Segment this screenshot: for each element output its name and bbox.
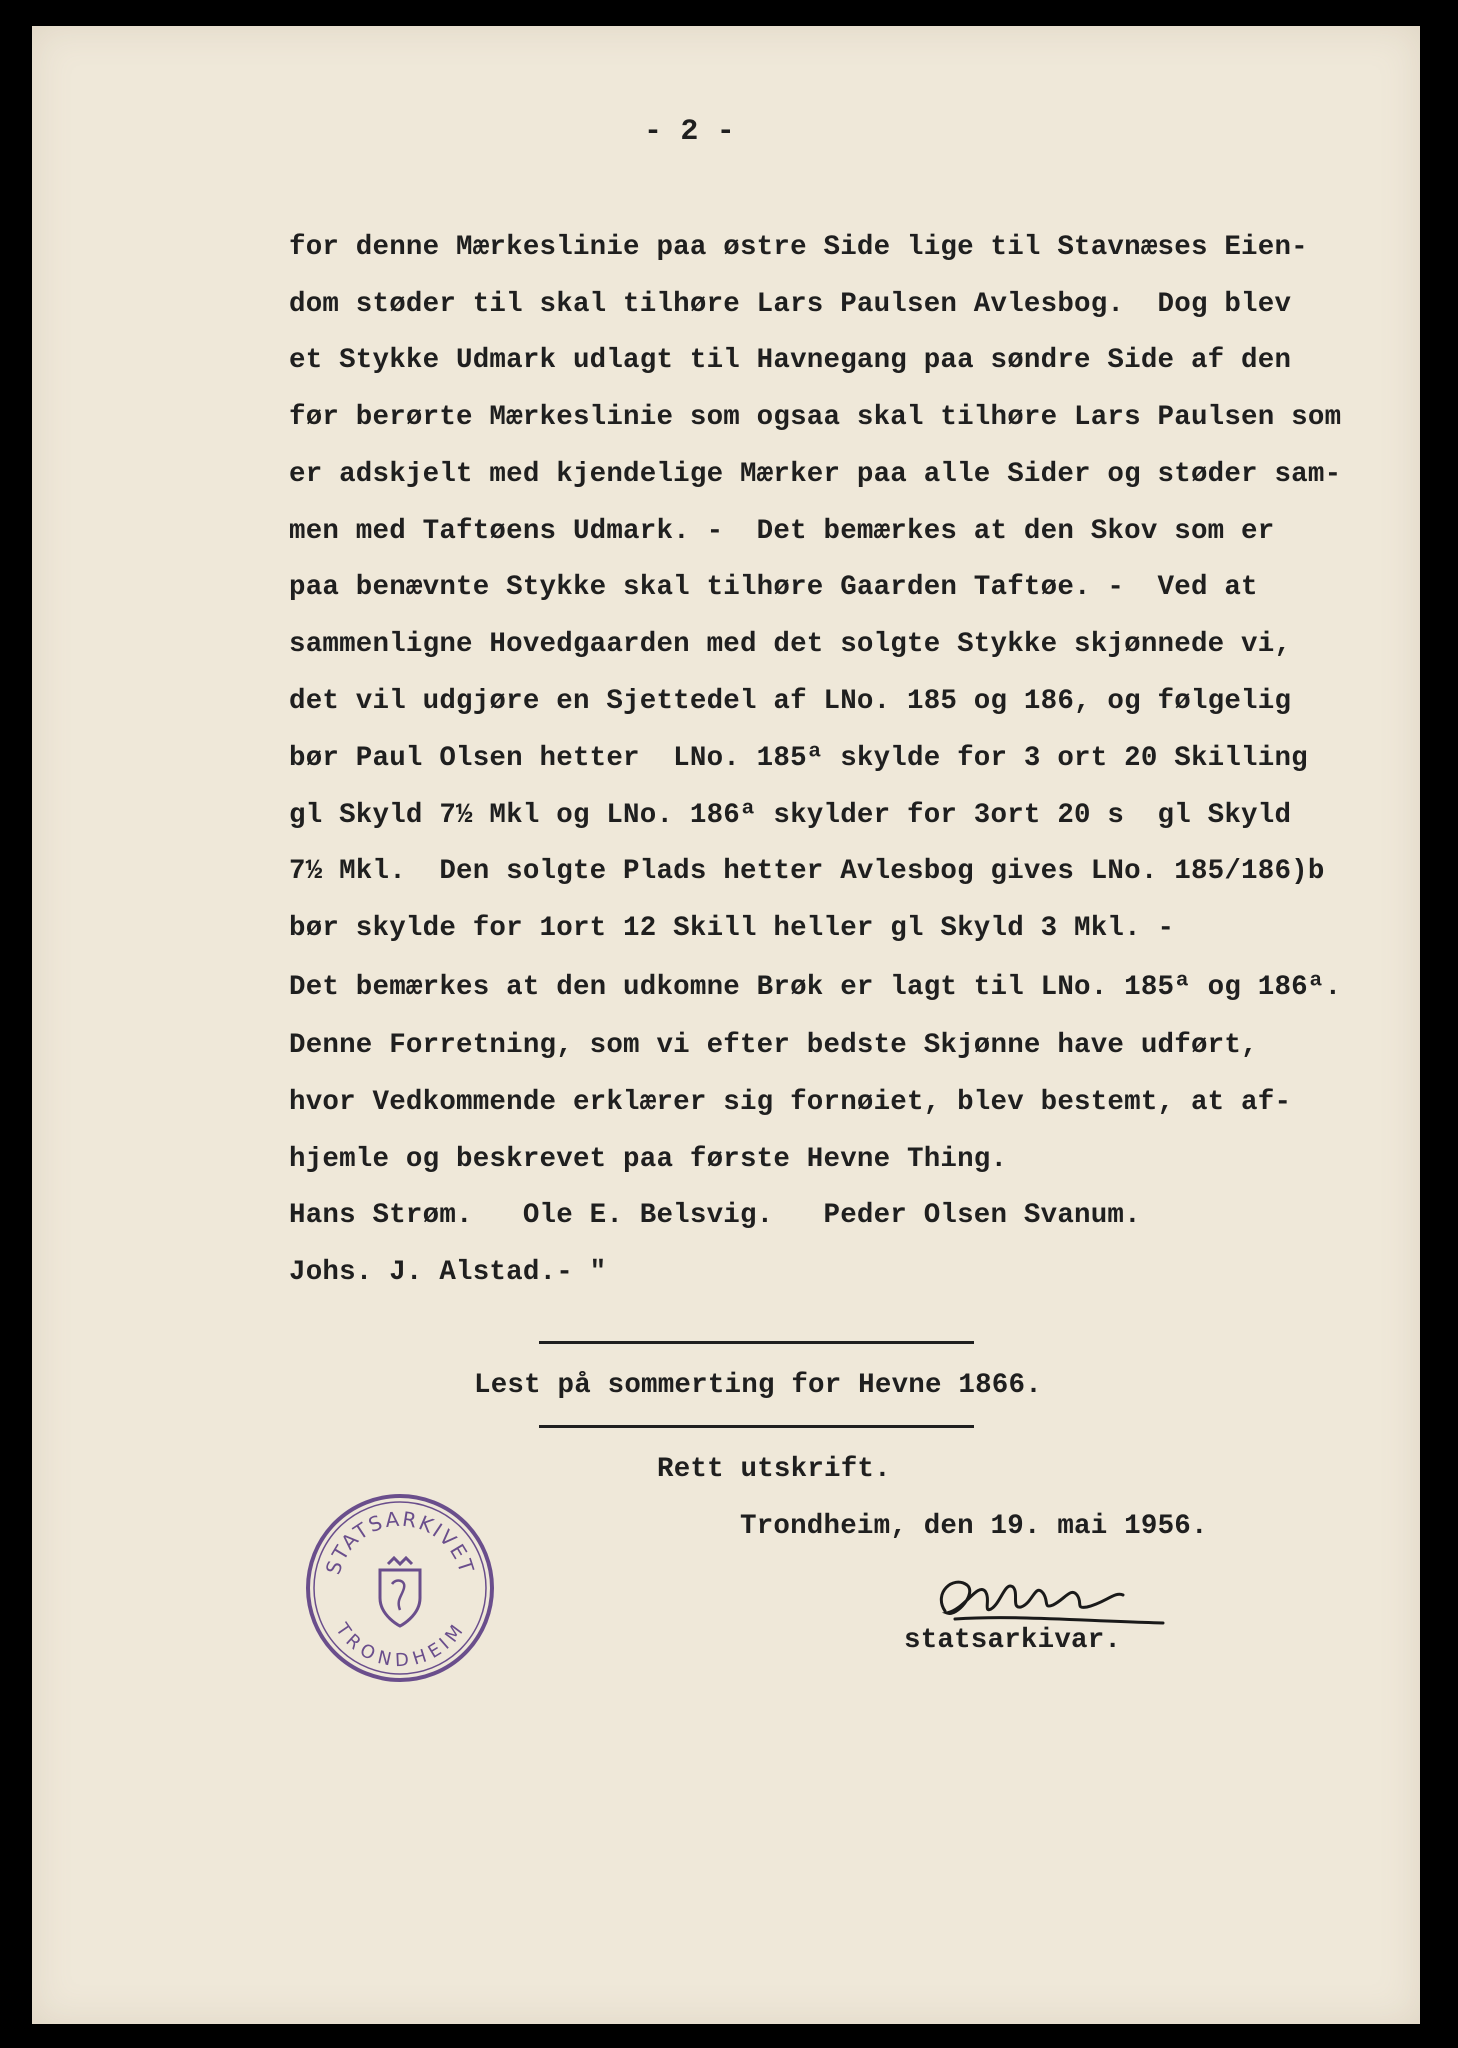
body-line-17: hjemle og beskrevet paa første Hevne Thing. [289, 1144, 1008, 1175]
body-line-10: bør Paul Olsen hetter LNo. 185ª skylde for 3 ort 20 Skilling [289, 743, 1308, 774]
signatory-title: statsarkivar. [904, 1625, 1122, 1656]
body-line-14: Det bemærkes at den udkomne Brøk er lagt til LNo. 185ª og 186ª. [289, 972, 1342, 1003]
read-note: Lest på sommerting for Hevne 1866. [474, 1370, 1042, 1401]
body-line-7: paa benævnte Stykke skal tilhøre Gaarden Taftøe. - Ved at [289, 572, 1258, 603]
signatory-line-2: Johs. J. Alstad.- " [289, 1257, 607, 1288]
place-date: Trondheim, den 19. mai 1956. [740, 1511, 1208, 1542]
body-line-11: gl Skyld 7½ Mkl og LNo. 186ª skylder for 3ort 20 s gl Skyld [289, 800, 1292, 831]
document-page [32, 26, 1420, 2024]
body-line-1: for denne Mærkeslinie paa østre Side lige til Stavnæses Eien- [289, 232, 1308, 263]
body-line-16: hvor Vedkommende erklærer sig fornøiet, blev bestemt, at af- [289, 1087, 1292, 1118]
body-line-15: Denne Forretning, som vi efter bedste Skjønne have udført, [289, 1030, 1258, 1061]
page-number: - 2 - [644, 115, 736, 149]
body-line-3: et Stykke Udmark udlagt til Havnegang paa søndre Side af den [289, 345, 1292, 376]
body-line-9: det vil udgjøre en Sjettedel af LNo. 185 og 186, og følgelig [289, 686, 1292, 717]
body-line-2: dom støder til skal tilhøre Lars Paulsen Avlesbog. Dog blev [289, 289, 1292, 320]
body-line-4: før berørte Mærkeslinie som ogsaa skal tilhøre Lars Paulsen som [289, 402, 1342, 433]
stamp-top-text: STATSARKIVET [320, 1506, 480, 1578]
archive-stamp [300, 1488, 500, 1688]
lower-rule [539, 1425, 974, 1428]
body-line-6: men med Taftøens Udmark. - Det bemærkes at den Skov som er [289, 516, 1275, 547]
stamp-bottom-text: TRONDHEIM [331, 1619, 469, 1672]
body-line-5: er adskjelt med kjendelige Mærker paa alle Sider og støder sam- [289, 459, 1342, 490]
svg-text:STATSARKIVET [321, 1507, 480, 1578]
body-line-12: 7½ Mkl. Den solgte Plads hetter Avlesbog gives LNo. 185/186)b [289, 856, 1325, 887]
signatories-line: Hans Strøm. Ole E. Belsvig. Peder Olsen Svanum. [289, 1200, 1141, 1231]
body-line-8: sammenligne Hovedgaarden med det solgte Stykke skjønnede vi, [289, 629, 1292, 660]
coat-of-arms-icon [380, 1558, 420, 1626]
handwritten-signature [925, 1563, 1170, 1631]
certification-text: Rett utskrift. [657, 1454, 891, 1485]
upper-rule [539, 1341, 974, 1344]
body-line-13: bør skylde for 1ort 12 Skill heller gl Skyld 3 Mkl. - [289, 913, 1175, 944]
